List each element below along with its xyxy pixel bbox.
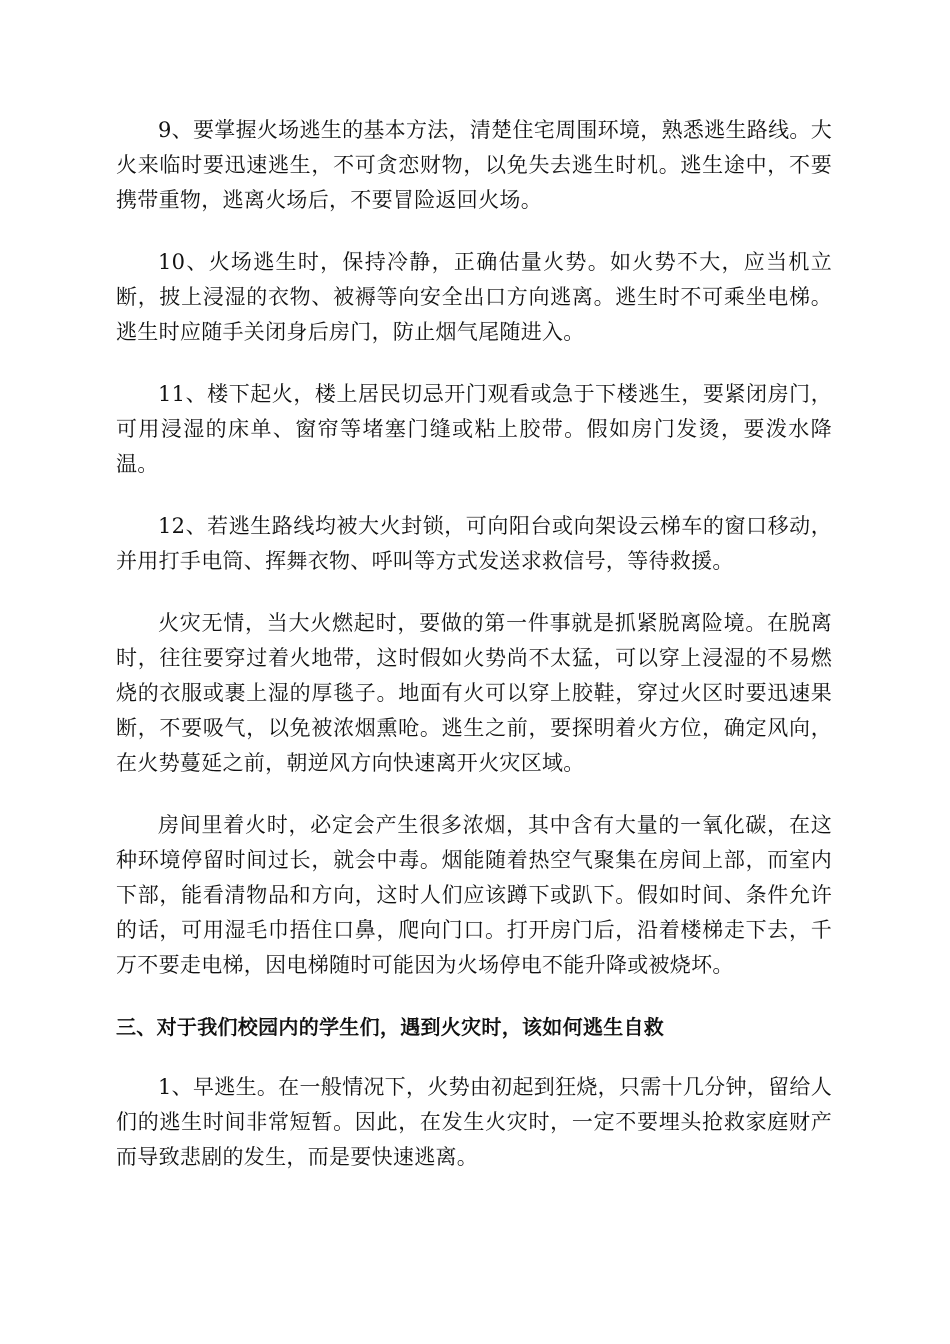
paragraph-fire-escape-advice: 火灾无情，当大火燃起时，要做的第一件事就是抓紧脱离险境。在脱离时，往往要穿过着火地带，这时假如火势尚不太猛，可以穿上浸湿的不易燃烧的衣服或裹上湿的厚毯子。地面有火可以穿上胶鞋，穿过火区时要迅速果断，不要吸气，以免被浓烟熏呛。逃生之前，要探明着火方位，确定风向，在火势蔓延之前，朝逆风方向快速离开火灾区域。 — [116, 611, 832, 775]
paragraph-item-10: 10、火场逃生时，保持冷静，正确估量火势。如火势不大，应当机立断，披上浸湿的衣物、被褥等向安全出口方向逃离。逃生时不可乘坐电梯。逃生时应随手关闭身后房门，防止烟气尾随进入。 — [116, 250, 832, 344]
document-body — [116, 113, 832, 1202]
paragraph-item-12: 12、若逃生路线均被大火封锁，可向阳台或向架设云梯车的窗口移动，并用打手电筒、挥舞衣物、呼叫等方式发送求救信号，等待救援。 — [116, 514, 832, 573]
paragraph-item-11: 11、楼下起火，楼上居民切忌开门观看或急于下楼逃生，要紧闭房门，可用浸湿的床单、窗帘等堵塞门缝或粘上胶带。假如房门发烫，要泼水降温。 — [116, 382, 832, 476]
paragraph-item-9: 9、要掌握火场逃生的基本方法，清楚住宅周围环境，熟悉逃生路线。大火来临时要迅速逃生，不可贪恋财物，以免失去逃生时机。逃生途中，不要携带重物，逃离火场后，不要冒险返回火场。 — [116, 118, 832, 212]
section-heading: 三、对于我们校园内的学生们，遇到火灾时，该如何逃生自救 — [116, 1015, 665, 1039]
paragraph-early-escape: 1、早逃生。在一般情况下，火势由初起到狂烧，只需十几分钟，留给人们的逃生时间非常短暂。因此，在发生火灾时，一定不要埋头抢救家庭财产而导致悲剧的发生，而是要快速逃离。 — [116, 1075, 832, 1169]
paragraph-room-smoke-advice: 房间里着火时，必定会产生很多浓烟，其中含有大量的一氧化碳，在这种环境停留时间过长，就会中毒。烟能随着热空气聚集在房间上部，而室内下部，能看清物品和方向，这时人们应该蹲下或趴下。假如时间、条件允许的话，可用湿毛巾捂住口鼻，爬向门口。打开房门后，沿着楼梯走下去，千万不要走电梯，因电梯随时可能因为火场停电不能升降或被烧坏。 — [116, 813, 832, 977]
